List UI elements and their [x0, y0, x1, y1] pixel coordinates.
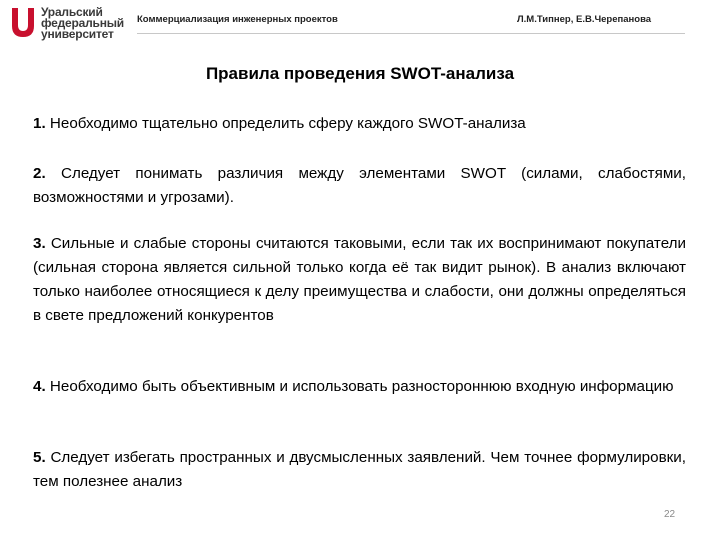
rule-number: 4.	[33, 378, 46, 395]
university-logo	[10, 6, 124, 40]
rule-text: Следует избегать пространных и двусмысленных заявлений. Чем точнее формулировки, тем полезнее анализ	[33, 449, 686, 490]
rule-item	[33, 446, 686, 494]
logo-text	[41, 7, 124, 40]
rule-text: Необходимо быть объективным и использовать разностороннюю входную информацию	[49, 378, 674, 395]
rule-item	[33, 375, 686, 399]
logo-line-2: федеральный	[41, 16, 124, 30]
urfu-logo-icon	[10, 6, 36, 40]
rule-item	[33, 232, 686, 328]
logo-line-1: Уральский	[41, 5, 103, 19]
page-number: 22	[664, 509, 676, 520]
slide-title: Правила проведения SWOT-анализа	[205, 64, 515, 83]
authors: Л.М.Типнер, Е.В.Черепанова	[517, 14, 652, 25]
rule-item	[33, 112, 686, 136]
rule-number: 1.	[33, 115, 46, 132]
rule-number: 3.	[33, 235, 46, 252]
logo-line-3: университет	[41, 27, 114, 41]
course-name: Коммерциализация инженерных проектов	[137, 14, 338, 25]
rule-item	[33, 162, 686, 210]
header-divider	[137, 33, 685, 34]
rule-number: 5.	[33, 449, 46, 466]
rule-number: 2.	[33, 165, 46, 182]
rule-text: Следует понимать различия между элементами SWOT (силами, слабостями, возможностями и угрозами).	[33, 165, 686, 206]
rule-text: Сильные и слабые стороны считаются таковыми, если так их воспринимают покупатели (сильная сторона является сильной только когда её так видит рынок). В анализ включают только наиболее относящиеся к делу преимущества и слабости, они должны определяться в свете предложений конкурентов	[33, 235, 686, 324]
rule-text: Необходимо тщательно определить сферу каждого SWOT-анализа	[49, 115, 526, 132]
